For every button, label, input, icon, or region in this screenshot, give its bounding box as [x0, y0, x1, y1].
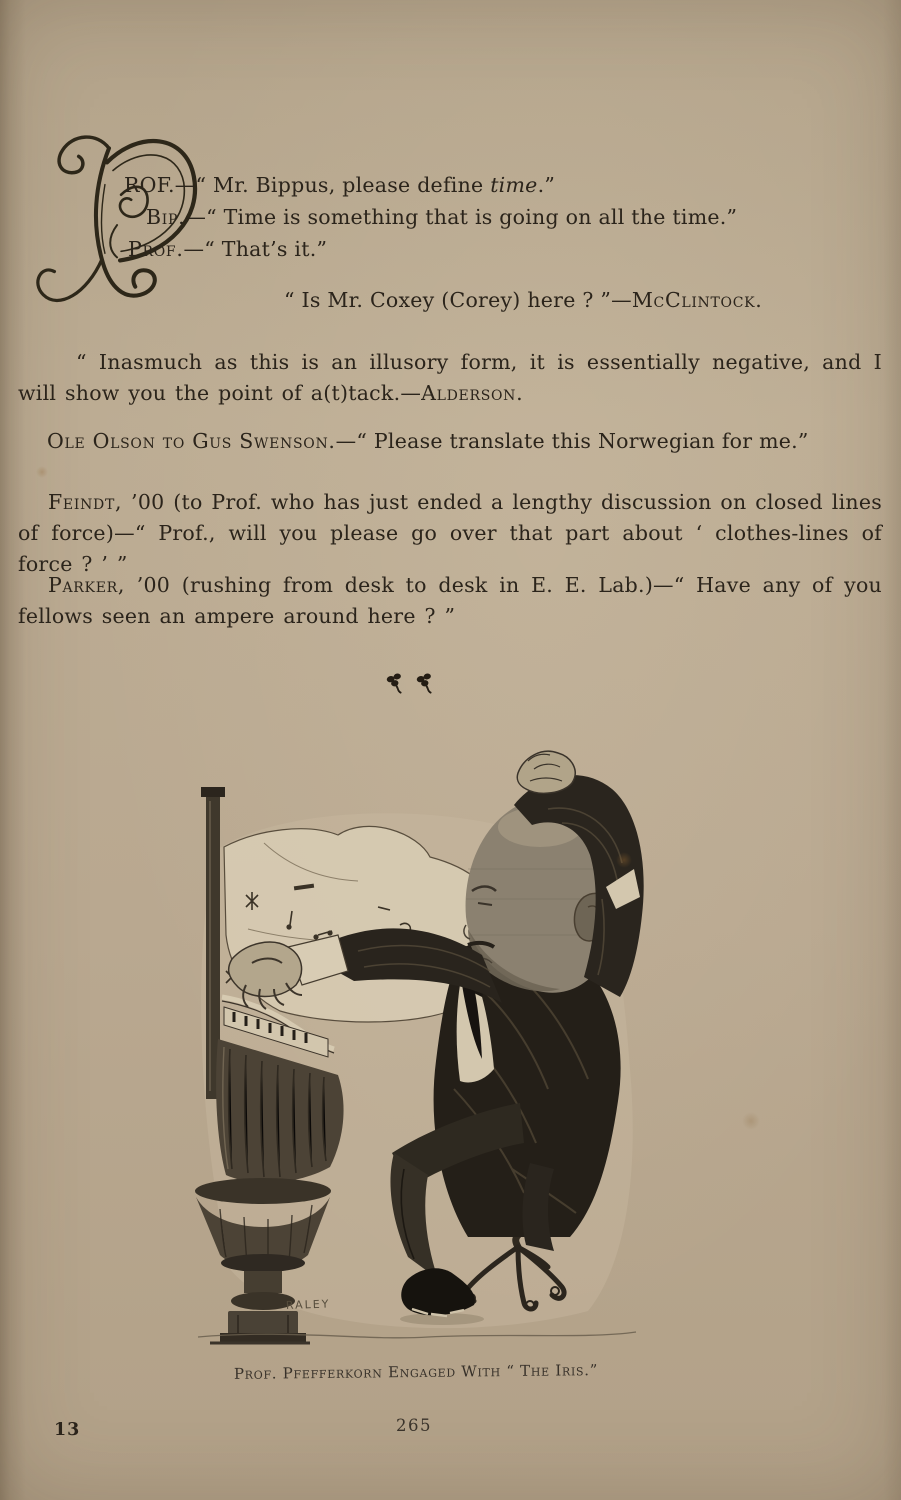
page-number: 265 [396, 1416, 432, 1435]
fleuron-leaf-icon [416, 672, 436, 696]
dialogue-line: Prof.—“ That’s it.” [128, 236, 328, 261]
quote-parker: Parker, ’00 (rushing from desk to desk in E. E. Lab.)—“ Have any of you fellows seen an ampere around here ? ” [18, 572, 882, 628]
dialogue-line: ROF.—“ Mr. Bippus, please define time.” [124, 172, 556, 197]
paper-stain [36, 466, 48, 478]
piano-caricature-illustration [168, 738, 668, 1350]
fleuron-ornament [386, 672, 436, 696]
quote-attribution-mcclintock: “ Is Mr. Coxey (Corey) here ? ”—McClintock. [284, 287, 763, 312]
dialogue-line: Bip.—“ Time is something that is going on all the time.” [146, 204, 738, 229]
artist-signature: Raley [285, 1297, 331, 1312]
fleuron-leaf-icon [386, 672, 406, 696]
signature-number: 13 [54, 1420, 81, 1440]
raised-hand [517, 751, 575, 793]
quote-olson: Ole Olson to Gus Swenson.—“ Please translate this Norwegian for me.” [47, 428, 809, 453]
quote-feindt: Feindt, ’00 (to Prof. who has just ended a lengthy discussion on closed lines of force)—“ Prof., will you please go over that part about ‘ clothes-lines of force ? ’ ” [18, 489, 882, 576]
illustration-caption: Prof. Pfefferkorn Engaged With “ The Iris.” [233, 1361, 599, 1383]
paper-stain [742, 1112, 760, 1130]
quote-alderson: “ Inasmuch as this is an illusory form, it is essentially negative, and I will show you the point of a(t)tack.—Alderson. [18, 349, 882, 405]
